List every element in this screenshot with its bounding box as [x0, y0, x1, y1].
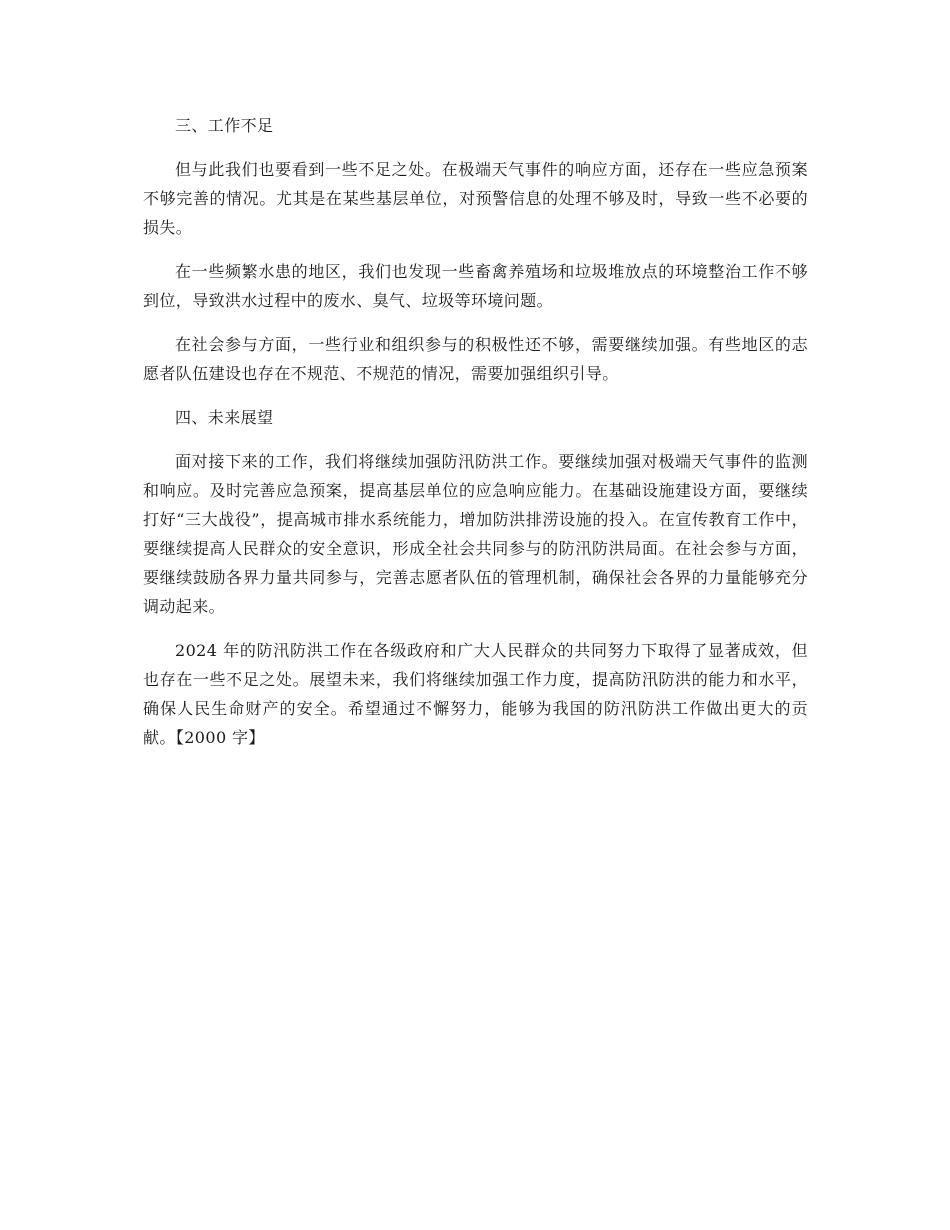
paragraph-shortcomings-response: 但与此我们也要看到一些不足之处。在极端天气事件的响应方面，还存在一些应急预案不够完善的情况。尤其是在某些基层单位，对预警信息的处理不够及时，导致一些不必要的损失。 — [143, 160, 808, 237]
paragraph-outlook-plan: 面对接下来的工作，我们将继续加强防汛防洪工作。要继续加强对极端天气事件的监测和响应。及时完善应急预案，提高基层单位的应急响应能力。在基础设施建设方面，要继续打好“三大战役”，提高城市排水系统能力，增加防洪排涝设施的投入。在宣传教育工作中，要继续提高人民群众的安全意识，形成全社会共同参与的防汛防洪局面。在社会参与方面，要继续鼓励各界力量共同参与，完善志愿者队伍的管理机制，确保社会各界的力量能够充分调动起来。 — [143, 452, 808, 616]
section-heading-shortcomings: 三、工作不足 — [175, 116, 274, 135]
paragraph-outlook-conclusion: 2024 年的防汛防洪工作在各级政府和广大人民群众的共同努力下取得了显著成效，但也存在一些不足之处。展望未来，我们将继续加强工作力度，提高防汛防洪的能力和水平，确保人民生命财产的安全。希望通过不懈努力，能够为我国的防汛防洪工作做出更大的贡献。【2000 字】 — [143, 641, 808, 747]
section-heading-outlook: 四、未来展望 — [175, 408, 274, 427]
document-body — [143, 111, 808, 767]
paragraph-shortcomings-social: 在社会参与方面，一些行业和组织参与的积极性还不够，需要继续加强。有些地区的志愿者队伍建设也存在不规范、不规范的情况，需要加强组织引导。 — [143, 335, 808, 383]
paragraph-shortcomings-environment: 在一些频繁水患的地区，我们也发现一些畜禽养殖场和垃圾堆放点的环境整治工作不够到位，导致洪水过程中的废水、臭气、垃圾等环境问题。 — [143, 262, 808, 310]
